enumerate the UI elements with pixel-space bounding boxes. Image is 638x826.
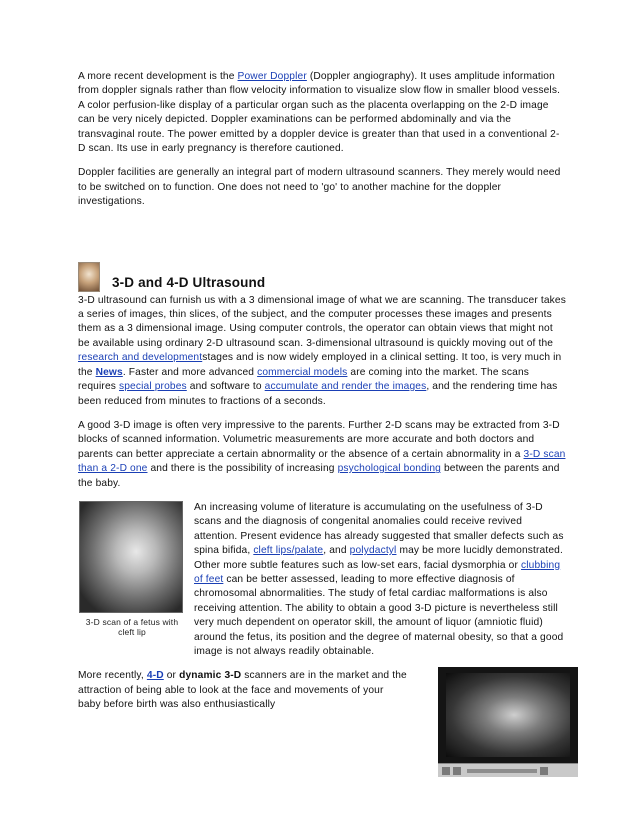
text: (Doppler angiography). It uses amplitude information from doppler signals rather than flow velocity information to visualize slow flow in smaller blood vessels. A color perfusion-like display of a particular organ such as the placenta overlapping on the 2-D image can be very nicely depicted. Doppler examinations can be performed abdominally and via the transvaginal route. The power emitted by a doppler device is greater than that used in a conventional 2-D scan. Its use in early pregnancy is therefore cautioned. <box>78 71 561 155</box>
4d-scan-video-frame <box>446 673 570 757</box>
link-research-and-development[interactable]: research and development <box>78 352 203 364</box>
text: can be better assessed, leading to more effective diagnosis of chromosomal abnormalities. The study of fetal cardiac malformations is also receiving attention. The ability to obtain a good 3-D picture is nevertheless still very much dependent on operator skill, the amount of liquor (amniotic fluid) around the fetus, its position and the degree of maternal obesity, so that a good image is not always readily obtainable. <box>194 573 564 657</box>
document-page <box>78 70 566 713</box>
fetus-cleft-lip-figure <box>78 501 186 649</box>
link-power-doppler[interactable]: Power Doppler <box>237 71 307 82</box>
text: , and <box>323 545 350 557</box>
link-cleft-lips-palate[interactable]: cleft lips/palate <box>253 545 324 557</box>
stop-icon[interactable] <box>453 767 461 775</box>
paragraph-power-doppler <box>78 70 566 156</box>
text: are coming into the market. The scans requires <box>78 366 530 393</box>
paragraph-doppler-facilities: Doppler facilities are generally an integral part of modern ultrasound scanners. They merely would need to be switched on to function. One does not need to 'go' to another machine for the doppler investigations. <box>78 167 561 208</box>
video-controls <box>438 763 578 777</box>
section-heading: 3-D and 4-D Ultrasound <box>112 274 266 290</box>
link-news[interactable]: News <box>95 366 123 378</box>
section-thumbnail-image <box>78 262 100 292</box>
paragraph-3d-ultrasound <box>78 294 566 409</box>
section-heading-row <box>78 252 566 292</box>
paragraph-4d <box>78 669 408 712</box>
link-4d[interactable]: 4-D <box>146 670 164 682</box>
text: and software to <box>186 381 265 393</box>
figure-caption: 3-D scan of a fetus with cleft lip <box>85 616 179 637</box>
text: , and the rendering time has been reduced from minutes to fractions of a seconds. <box>78 381 558 407</box>
fetus-scan-image <box>79 501 183 613</box>
link-3d-vs-2d[interactable]: 3-D scan than a 2-D one <box>78 448 566 475</box>
4d-video-player[interactable] <box>438 667 578 777</box>
text: scanners are in the market and the attraction of being able to look at the face and movements of your baby before birth was also enthusiastically <box>78 670 407 711</box>
bold-dynamic-3d: dynamic 3-D <box>179 670 242 682</box>
text: stages and is now widely employed in a clinical setting. It too, is very much in the <box>78 352 562 378</box>
link-special-probes[interactable]: special probes <box>119 381 187 393</box>
link-polydactyl[interactable]: polydactyl <box>349 545 397 557</box>
paragraph-good-3d-image <box>78 419 566 491</box>
link-accumulate-render[interactable]: accumulate and render the images <box>264 381 427 393</box>
text: between the parents and the baby. <box>78 463 560 489</box>
link-psychological-bonding[interactable]: psychological bonding <box>337 463 441 475</box>
text: may be more lucidly demonstrated. Other more subtle features such as low-set ears, facial dysmorphia or <box>194 545 563 571</box>
text: More recently, <box>78 670 147 682</box>
volume-icon[interactable] <box>540 767 548 775</box>
link-clubbing-of-feet[interactable]: clubbing of feet <box>194 559 561 585</box>
text: An increasing volume of literature is accumulating on the usefulness of 3-D scans and the diagnosis of congenital anomalies could receive revived attention. Present evidence has already suggested that smaller defects such as spina bifida, <box>194 501 564 557</box>
text: 3-D ultrasound can furnish us with a 3 dimensional image of what we are scanning. The transducer takes a series of images, thin slices, of the subject, and the computer processes these images and presents them as a 3 dimensional image. Using computer controls, the operator can obtain views that might not be available using ordinary 2-D ultrasound scan. 3-dimensional ultrasound is quickly moving out of the <box>78 294 566 349</box>
text: A good 3-D image is often very impressive to the parents. Further 2-D scans may be extracted from 3-D blocks of scanned information. Volumetric measurements are more accurate and both doctors and parents can better appreciate a certain abnormality or the absence of a certain abnormality in a <box>78 419 560 460</box>
video-progress-track[interactable] <box>467 769 537 773</box>
text: and there is the possibility of increasing <box>147 463 338 475</box>
link-commercial-models[interactable]: commercial models <box>257 366 348 378</box>
text: . Faster and more advanced <box>122 366 258 378</box>
play-icon[interactable] <box>442 767 450 775</box>
text: A more recent development is the <box>78 71 238 82</box>
text: or <box>163 670 180 682</box>
